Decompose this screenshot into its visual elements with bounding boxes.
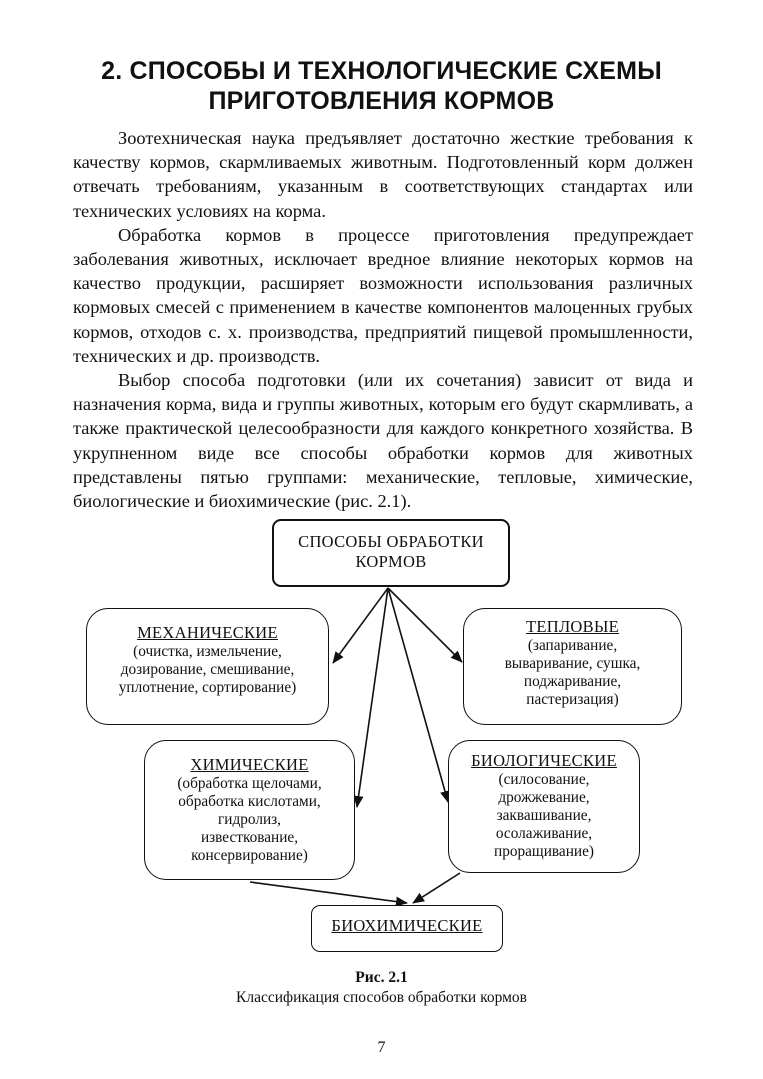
biological-line: проращивание) xyxy=(494,843,594,860)
page-number: 7 xyxy=(377,1039,386,1056)
chemical-line: (обработка щелочами, xyxy=(177,775,322,792)
biochemical-heading: БИОХИМИЧЕСКИЕ xyxy=(331,916,483,935)
arrow-biological-to-biochemical xyxy=(413,873,460,903)
chemical-line: гидролиз, xyxy=(217,811,282,828)
biological-line: дрожжевание, xyxy=(498,789,590,806)
biochemical-box xyxy=(311,905,503,952)
thermal-line: пастеризация) xyxy=(526,691,619,708)
mechanical-line: дозирование, смешивание, xyxy=(120,661,295,678)
thermal-line: поджаривание, xyxy=(523,673,622,690)
paragraph-3: Выбор способа подготовки (или их сочетания) зависит от вида и назначения корма, вида и группы животных, которым его будут скармливать, а также практической целесообразности для каждого конкретного хозяйства. В укрупненном виде все способы обработки кормов для животных представлены пятью группами: механические, тепловые, химические, биологические и биохимические (рис. 2.1). xyxy=(73,370,693,512)
chapter-title-line-1: 2. СПОСОБЫ И ТЕХНОЛОГИЧЕСКИЕ СХЕМЫ xyxy=(101,57,662,85)
thermal-box xyxy=(463,608,682,725)
chemical-line: консервирование) xyxy=(191,847,308,864)
arrow-to-biological xyxy=(388,588,448,802)
arrow-to-chemical xyxy=(357,588,388,807)
root-line-1: СПОСОБЫ ОБРАБОТКИ xyxy=(298,532,484,551)
mechanical-line: уплотнение, сортирование) xyxy=(118,679,297,696)
mechanical-line: (очистка, измельчение, xyxy=(133,643,282,660)
chemical-box xyxy=(144,740,355,880)
chemical-line: обработка кислотами, xyxy=(178,793,321,810)
figure-label: Рис. 2.1 xyxy=(355,969,408,986)
chemical-heading: ХИМИЧЕСКИЕ xyxy=(190,755,309,774)
biological-line: осолаживание, xyxy=(495,825,593,842)
paragraph-2: Обработка кормов в процессе приготовления предупреждает заболевания животных, исключает вредное влияние некоторых кормов на качество продукции, расширяет возможности использования различных кормовых смесей с применением в качестве компонентов малоценных грубых кормов, отходов с. х. производства, предприятий пищевой промышленности, технических и др. производств. xyxy=(73,224,693,366)
thermal-heading: ТЕПЛОВЫЕ xyxy=(525,617,620,636)
chemical-line: известкование, xyxy=(200,829,299,846)
paragraph-1: Зоотехническая наука предъявляет достаточно жесткие требования к качеству кормов, скармливаемых животным. Подготовленный корм должен отвечать требованиям, указанным в соответствующих стандартах или технических условиях на корма. xyxy=(73,128,693,221)
biological-heading: БИОЛОГИЧЕСКИЕ xyxy=(471,751,617,770)
chapter-title-line-2: ПРИГОТОВЛЕНИЯ КОРМОВ xyxy=(208,87,555,115)
thermal-line: вываривание, сушка, xyxy=(504,655,641,672)
biological-line: заквашивание, xyxy=(496,807,592,824)
mechanical-heading: МЕХАНИЧЕСКИЕ xyxy=(137,623,278,642)
biological-line: (силосование, xyxy=(498,771,590,788)
classification-diagram xyxy=(70,510,700,962)
arrow-chemical-to-biochemical xyxy=(250,882,407,903)
root-box xyxy=(272,519,510,587)
body-text xyxy=(73,126,693,513)
thermal-line: (запаривание, xyxy=(527,637,618,654)
biological-box xyxy=(448,740,640,873)
chapter-title xyxy=(40,56,723,116)
mechanical-box xyxy=(86,608,329,725)
figure-caption: Классификация способов обработки кормов xyxy=(236,989,527,1006)
root-line-2: КОРМОВ xyxy=(355,552,427,571)
